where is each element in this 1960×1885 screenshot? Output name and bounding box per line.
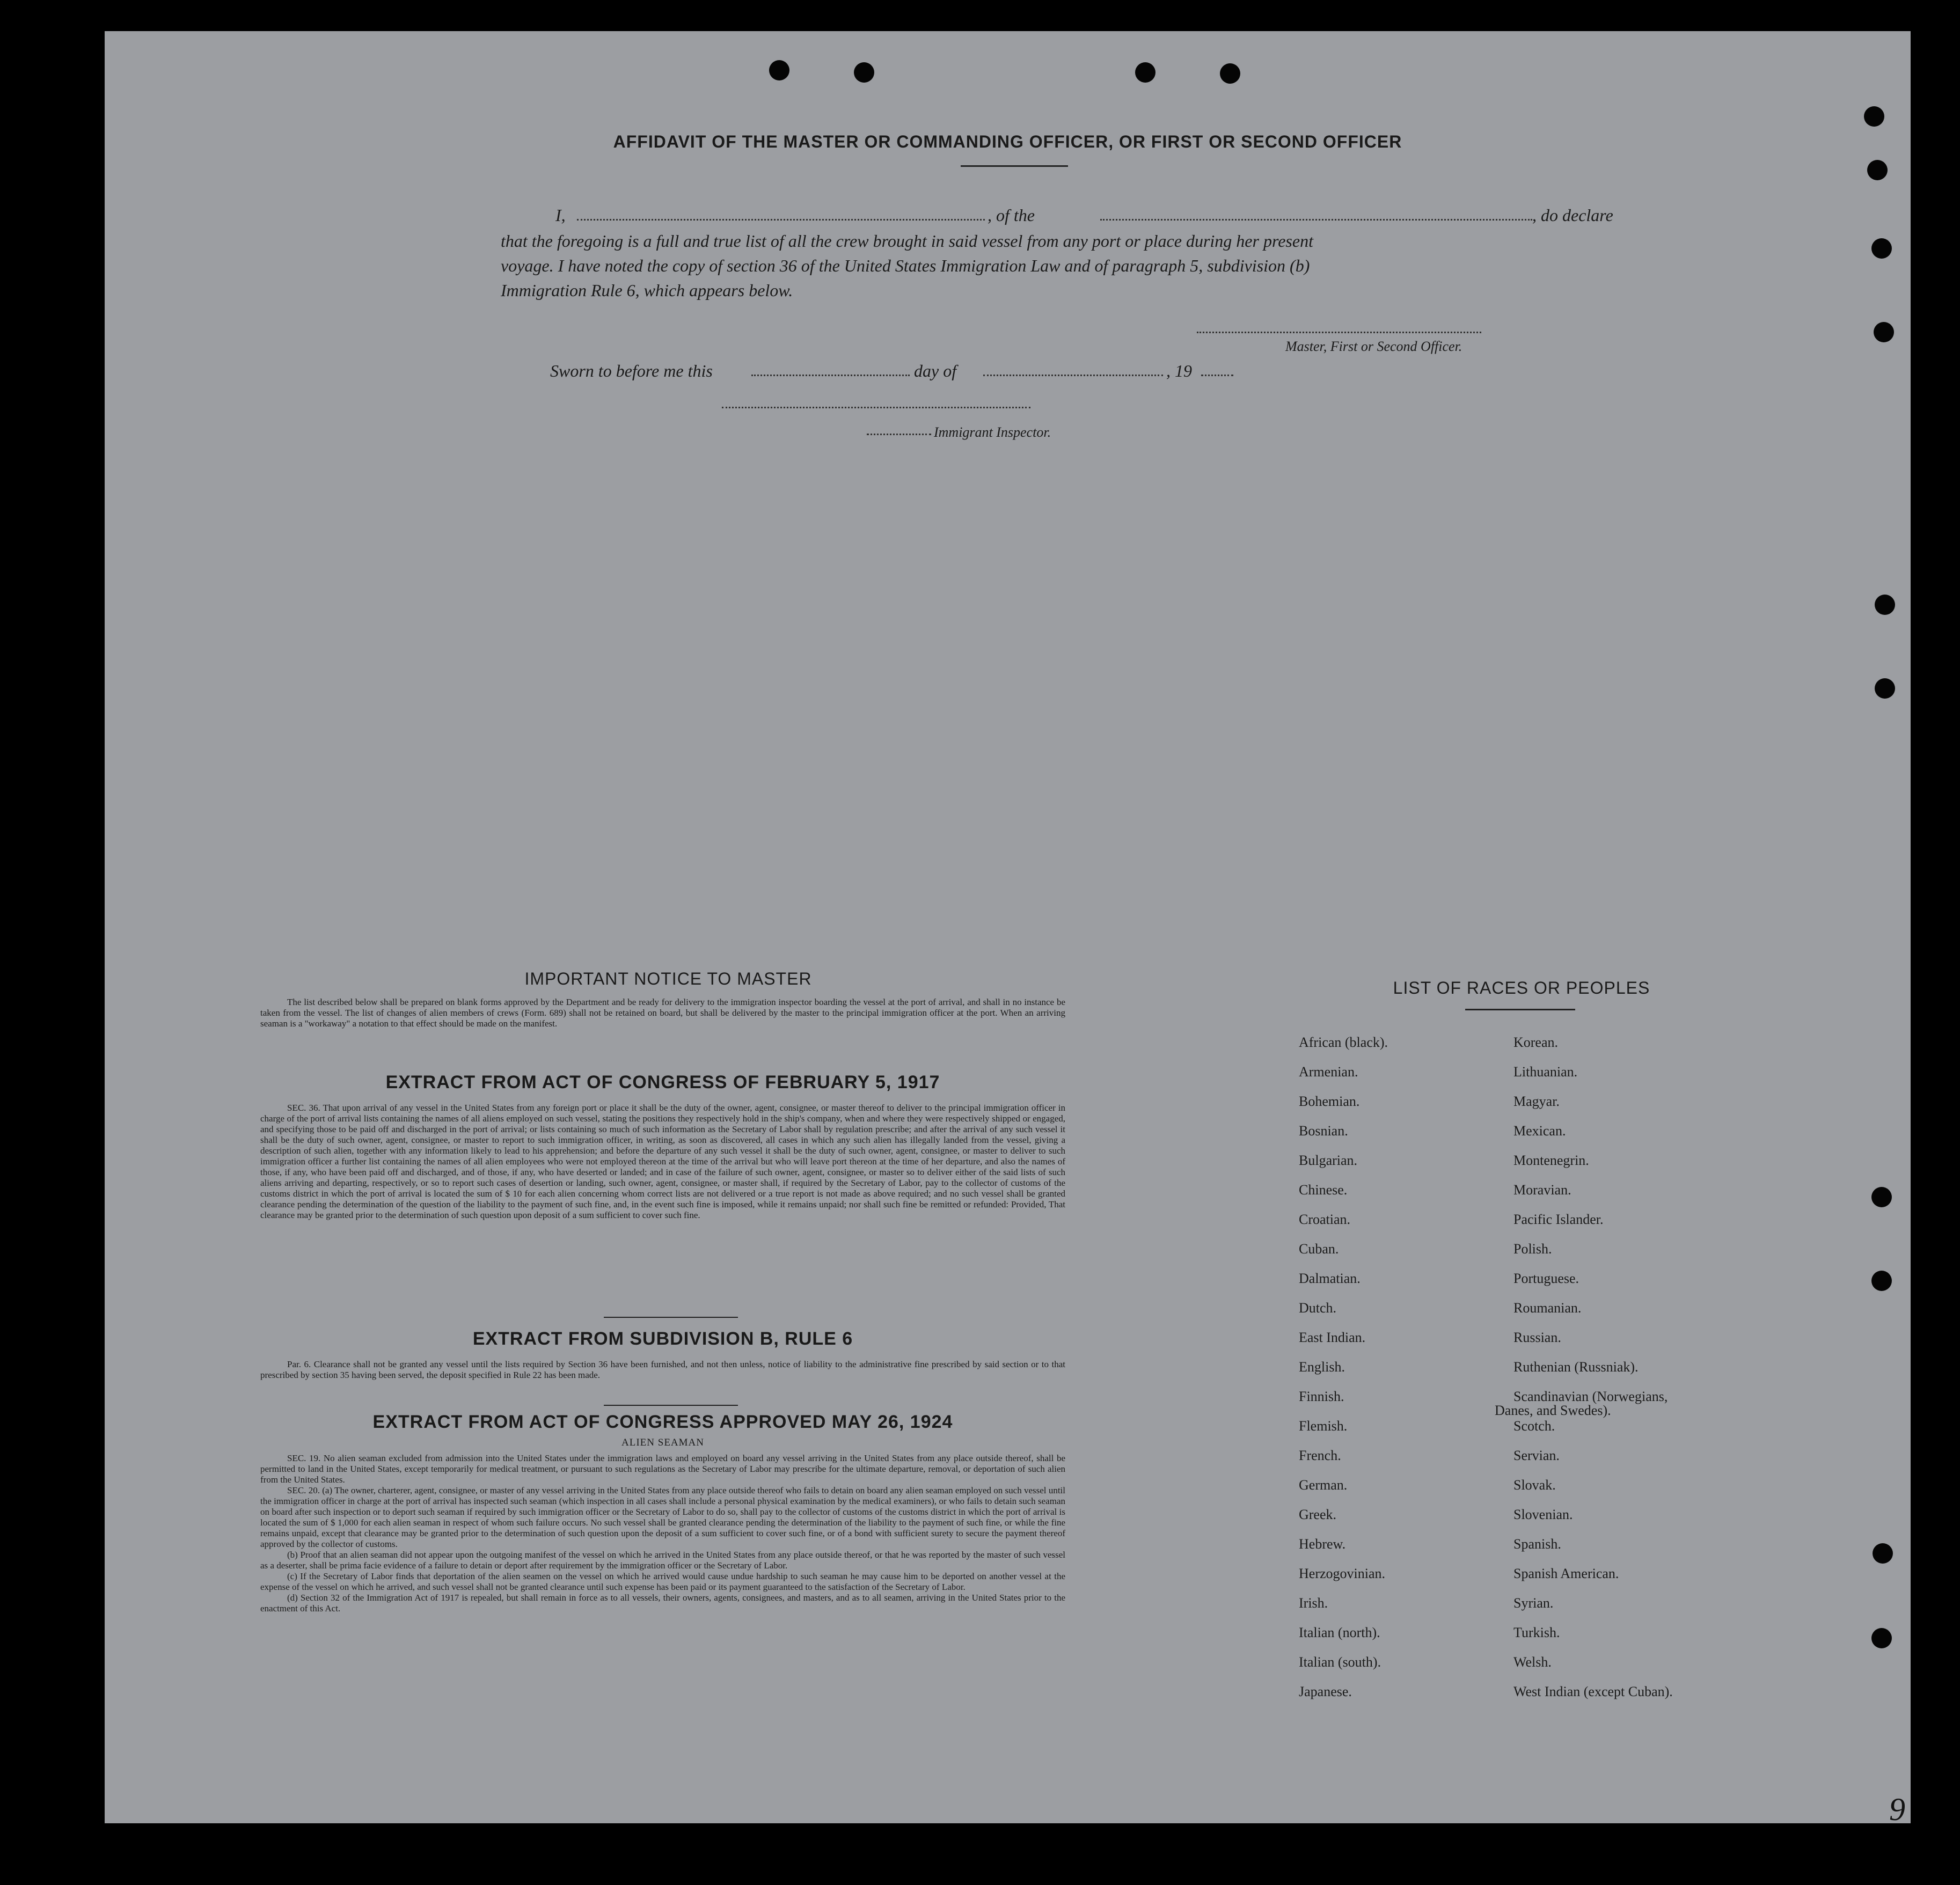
race-item: Slovak. bbox=[1513, 1477, 1556, 1493]
notice-body: The list described below shall be prepared on blank forms approved by the Department and be ready for delivery to the immigration inspector boarding the vessel at the port of arrival, and shall in no instance be taken from the vessel. The list of changes of alien members of crews (Form. 689) shall not be retained on board, but shall be delivered by the master to the principal immigration officer at the port. When an arriving seaman is a "workaway" a notation to that effect should be made on the manifest. bbox=[260, 997, 1065, 1029]
punch-hole bbox=[1871, 238, 1892, 259]
affidavit-line-1 bbox=[555, 203, 1623, 228]
par-6-text: Par. 6. Clearance shall not be granted any vessel until the lists required by Section 36 have been furnished, and not then unless, notice of liability to the administrative fine prescribed by said section or to that prescribed by section 35 having been served, the deposit specified in Rule 22 has been made. bbox=[260, 1359, 1065, 1380]
race-item: Scandinavian (Norwegians, bbox=[1513, 1389, 1668, 1404]
day-of-label: day of bbox=[914, 361, 957, 380]
race-item: French. bbox=[1299, 1448, 1341, 1463]
race-item: Italian (north). bbox=[1299, 1625, 1380, 1640]
race-item: Syrian. bbox=[1513, 1595, 1554, 1611]
sec-20d-text: (d) Section 32 of the Immigration Act of 1917 is repealed, but shall remain in force as to all vessels, their owners, agents, consignees, and masters, and as to all seamen, arriving in the United States prior to the enactment of this Act. bbox=[260, 1593, 1065, 1613]
race-item: Turkish. bbox=[1513, 1625, 1560, 1640]
punch-hole bbox=[1875, 678, 1895, 699]
sworn-month-blank bbox=[983, 375, 1163, 376]
sec-20c-text: (c) If the Secretary of Labor finds that deportation of the alien seamen on the vessel on which he arrived would cause undue hardship to such seaman he may cause him to be deported on another vessel at the expense of the vessel on which he arrived, and such vessel shall not be granted clearance until such expense has been paid or its payment guaranteed to the satisfaction of the Secretary of Labor. bbox=[260, 1571, 1065, 1592]
affidavit-line-3: voyage. I have noted the copy of section 36 of the United States Immigration Law and of paragraph 5, subdivision (b) bbox=[501, 256, 1310, 275]
sec-20b-text: (b) Proof that an alien seaman did not appear upon the outgoing manifest of the vessel on which he arrived in the United States from any place outside thereof, or that he was reported by the master of such vessel as a deserter, shall be prima facie evidence of a failure to detain or deport after requirement by the immigration officer or the Secretary of Labor. bbox=[260, 1550, 1065, 1571]
race-item: Mexican. bbox=[1513, 1123, 1566, 1139]
race-item: German. bbox=[1299, 1477, 1348, 1493]
inspector-label: Immigrant Inspector. bbox=[934, 424, 1051, 440]
race-item: Pacific Islander. bbox=[1513, 1212, 1604, 1227]
race-item: Irish. bbox=[1299, 1595, 1328, 1611]
rule-6-text-block bbox=[260, 1359, 1065, 1381]
race-item: East Indian. bbox=[1299, 1330, 1366, 1345]
race-item: Dutch. bbox=[1299, 1300, 1337, 1316]
sec-36-text: SEC. 36. That upon arrival of any vessel in the United States from any foreign port or place it shall be the duty of the owner, agent, consignee, or master thereof to deliver to the principal immigration officer in charge of the port of arrival lists containing the names of all aliens employed on such vessel, stating the positions they respectively hold in the ship's company, when and where they were respectively shipped or engaged, and specifying those to be paid off and discharged in the port of arrival; or lists containing so much of such information as the Secretary of Labor shall by regulation prescribe; and after the arrival of any such vessel it shall be the duty of such owner, agent, consignee, or master to report to such immigration officer, in writing, as soon as discovered, all cases in which any such alien has illegally landed from the vessel, giving a description of such alien, together with any information likely to lead to his apprehension; and before the departure of any such vessel it shall be the duty of such owner, agent, consignee, or master to deliver to such immigration officer a further list containing the names of all alien employees who were not employed thereon at the time of the arrival but who will leave port thereon at the time of her departure, and also the names of those, if any, who have been paid off and discharged, and of those, if any, who have deserted or landed; and in case of the failure of such owner, agent, consignee, or master so to deliver either of the said lists of such aliens arriving and departing, respectively, or so to report such cases of desertion or landing, such owner, agent, consignee, or master shall, if required by the Secretary of Labor, pay to the collector of customs of the customs district in which the port of arrival is located the sum of $ 10 for each alien concerning whom correct lists are not delivered or a true report is not made as above required; and no such vessel shall be granted clearance pending the determination of the question of the liability to the payment of such fine, and, in the event such fine is imposed, while it remains unpaid; nor shall such fine be remitted or refunded: Provided, That clearance may be granted prior to the determination of such question upon deposit of a sum sufficient to cover such fine. bbox=[260, 1103, 1065, 1220]
notice-text-block bbox=[260, 997, 1065, 1029]
affidavit-line-4: Immigration Rule 6, which appears below. bbox=[501, 281, 793, 300]
race-item: Chinese. bbox=[1299, 1182, 1348, 1198]
punch-hole bbox=[1871, 1187, 1892, 1207]
race-item: Herzogovinian. bbox=[1299, 1566, 1386, 1581]
race-item: Korean. bbox=[1513, 1035, 1559, 1050]
race-item: Spanish. bbox=[1513, 1536, 1561, 1552]
notice-title: IMPORTANT NOTICE TO MASTER bbox=[524, 969, 812, 988]
punch-hole bbox=[1875, 595, 1895, 615]
race-item: Portuguese. bbox=[1513, 1271, 1579, 1286]
race-item: West Indian (except Cuban). bbox=[1513, 1684, 1673, 1699]
punch-hole bbox=[1867, 160, 1888, 180]
affidavit-title: AFFIDAVIT OF THE MASTER OR COMMANDING OFFICER, OR FIRST OR SECOND OFFICER bbox=[613, 132, 1402, 151]
race-item: Spanish American. bbox=[1513, 1566, 1619, 1581]
race-item: Bosnian. bbox=[1299, 1123, 1348, 1139]
rule-6-title: EXTRACT FROM SUBDIVISION B, RULE 6 bbox=[472, 1329, 853, 1349]
race-item: Finnish. bbox=[1299, 1389, 1344, 1404]
punch-hole bbox=[1871, 1271, 1892, 1291]
extract-1924-text-block bbox=[260, 1453, 1065, 1614]
of-the-label: , of the bbox=[988, 206, 1035, 225]
punch-hole bbox=[769, 60, 789, 80]
master-signature-label: Master, First or Second Officer. bbox=[1285, 339, 1462, 354]
race-item: Bulgarian. bbox=[1299, 1153, 1358, 1168]
document-page bbox=[105, 31, 1911, 1823]
race-item: Roumanian. bbox=[1513, 1300, 1582, 1316]
sworn-year-blank bbox=[1201, 375, 1233, 376]
vessel-blank bbox=[1100, 219, 1532, 221]
race-item: Montenegrin. bbox=[1513, 1153, 1589, 1168]
corner-mark: 9 bbox=[1889, 1792, 1905, 1823]
race-item: Armenian. bbox=[1299, 1064, 1358, 1080]
i-label: I, bbox=[555, 206, 566, 225]
section-divider bbox=[604, 1405, 738, 1406]
punch-hole bbox=[1874, 322, 1894, 342]
section-divider bbox=[604, 1317, 738, 1318]
affidavit-line-2: that the foregoing is a full and true list of all the crew brought in said vessel from any port or place during her present bbox=[501, 231, 1313, 251]
sworn-day-blank bbox=[751, 375, 910, 376]
race-item: African (black). bbox=[1299, 1035, 1388, 1050]
year-label: , 19 bbox=[1166, 361, 1192, 380]
race-item: Italian (south). bbox=[1299, 1654, 1381, 1670]
race-item: Welsh. bbox=[1513, 1654, 1552, 1670]
race-item: Bohemian. bbox=[1299, 1094, 1360, 1109]
race-item: Ruthenian (Russniak). bbox=[1513, 1359, 1639, 1375]
sec-20a-text: SEC. 20. (a) The owner, charterer, agent, consignee, or master of any vessel arriving in the United States from any place outside thereof who fails to detain on board any alien seaman employed on such vessel until the immigration officer in charge at the port of arrival has inspected such seaman (which inspection in all cases shall include a personal physical examination by the medical examiners), or who fails to detain such seaman on board after such inspection or to deport such seaman if required by such immigration officer or the Secretary of Labor to do so, shall pay to the collector of customs of the customs district in which the port of arrival is located the sum of $ 1,000 for each alien seaman in respect of whom such failure occurs. No such vessel shall be granted clearance pending the determination of the liability to the payment of such fine, or while the fine remains unpaid, except that clearance may be granted prior to the determination of such question upon the deposit of a sum sufficient to cover such fine, or of a bond with sufficient surety to secure the payment thereof approved by the collector of customs. bbox=[260, 1485, 1065, 1549]
race-item: Slovenian. bbox=[1513, 1507, 1573, 1522]
sec-19-text: SEC. 19. No alien seaman excluded from admission into the United States under the immigration laws and employed on board any vessel arriving in the United States from any place outside thereof, shall be permitted to land in the United States, except temporarily for medical treatment, or pursuant to such regulations as the Secretary of Labor may prescribe for the ultimate departure, removal, or deportation of such alien from the United States. bbox=[260, 1453, 1065, 1485]
extract-1917-title: EXTRACT FROM ACT OF CONGRESS OF FEBRUARY 5, 1917 bbox=[385, 1072, 940, 1092]
master-signature-line bbox=[1197, 332, 1481, 333]
races-title: LIST OF RACES OR PEOPLES bbox=[1393, 978, 1650, 997]
punch-hole bbox=[1135, 62, 1155, 83]
do-declare-label: , do declare bbox=[1532, 206, 1613, 225]
races-title-underline bbox=[1465, 1009, 1575, 1010]
race-item: Dalmatian. bbox=[1299, 1271, 1361, 1286]
race-item: Greek. bbox=[1299, 1507, 1337, 1522]
punch-hole bbox=[1873, 1543, 1893, 1564]
name-blank bbox=[577, 219, 985, 221]
race-item: Danes, and Swedes). bbox=[1495, 1403, 1611, 1418]
race-item: Scotch. bbox=[1513, 1418, 1555, 1434]
inspector-signature-line bbox=[722, 407, 1030, 408]
alien-seaman-subtitle: ALIEN SEAMAN bbox=[621, 1437, 704, 1448]
race-item: Lithuanian. bbox=[1513, 1064, 1578, 1080]
punch-hole bbox=[1864, 106, 1884, 127]
race-item: Polish. bbox=[1513, 1241, 1552, 1257]
punch-hole bbox=[1220, 63, 1240, 84]
extract-1917-text-block bbox=[260, 1103, 1065, 1221]
punch-hole bbox=[1871, 1628, 1892, 1648]
sworn-label: Sworn to before me this bbox=[550, 361, 713, 380]
race-item: Hebrew. bbox=[1299, 1536, 1346, 1552]
race-item: Japanese. bbox=[1299, 1684, 1352, 1699]
extract-1924-title: EXTRACT FROM ACT OF CONGRESS APPROVED MAY 26, 1924 bbox=[372, 1412, 953, 1432]
race-item: Flemish. bbox=[1299, 1418, 1348, 1434]
race-item: English. bbox=[1299, 1359, 1345, 1375]
race-item: Moravian. bbox=[1513, 1182, 1571, 1198]
punch-hole bbox=[854, 62, 874, 83]
race-item: Magyar. bbox=[1513, 1094, 1560, 1109]
title-underline bbox=[961, 165, 1068, 167]
race-item: Cuban. bbox=[1299, 1241, 1339, 1257]
race-item: Croatian. bbox=[1299, 1212, 1351, 1227]
race-item: Russian. bbox=[1513, 1330, 1561, 1345]
inspector-dots bbox=[867, 434, 931, 435]
race-item: Servian. bbox=[1513, 1448, 1560, 1463]
